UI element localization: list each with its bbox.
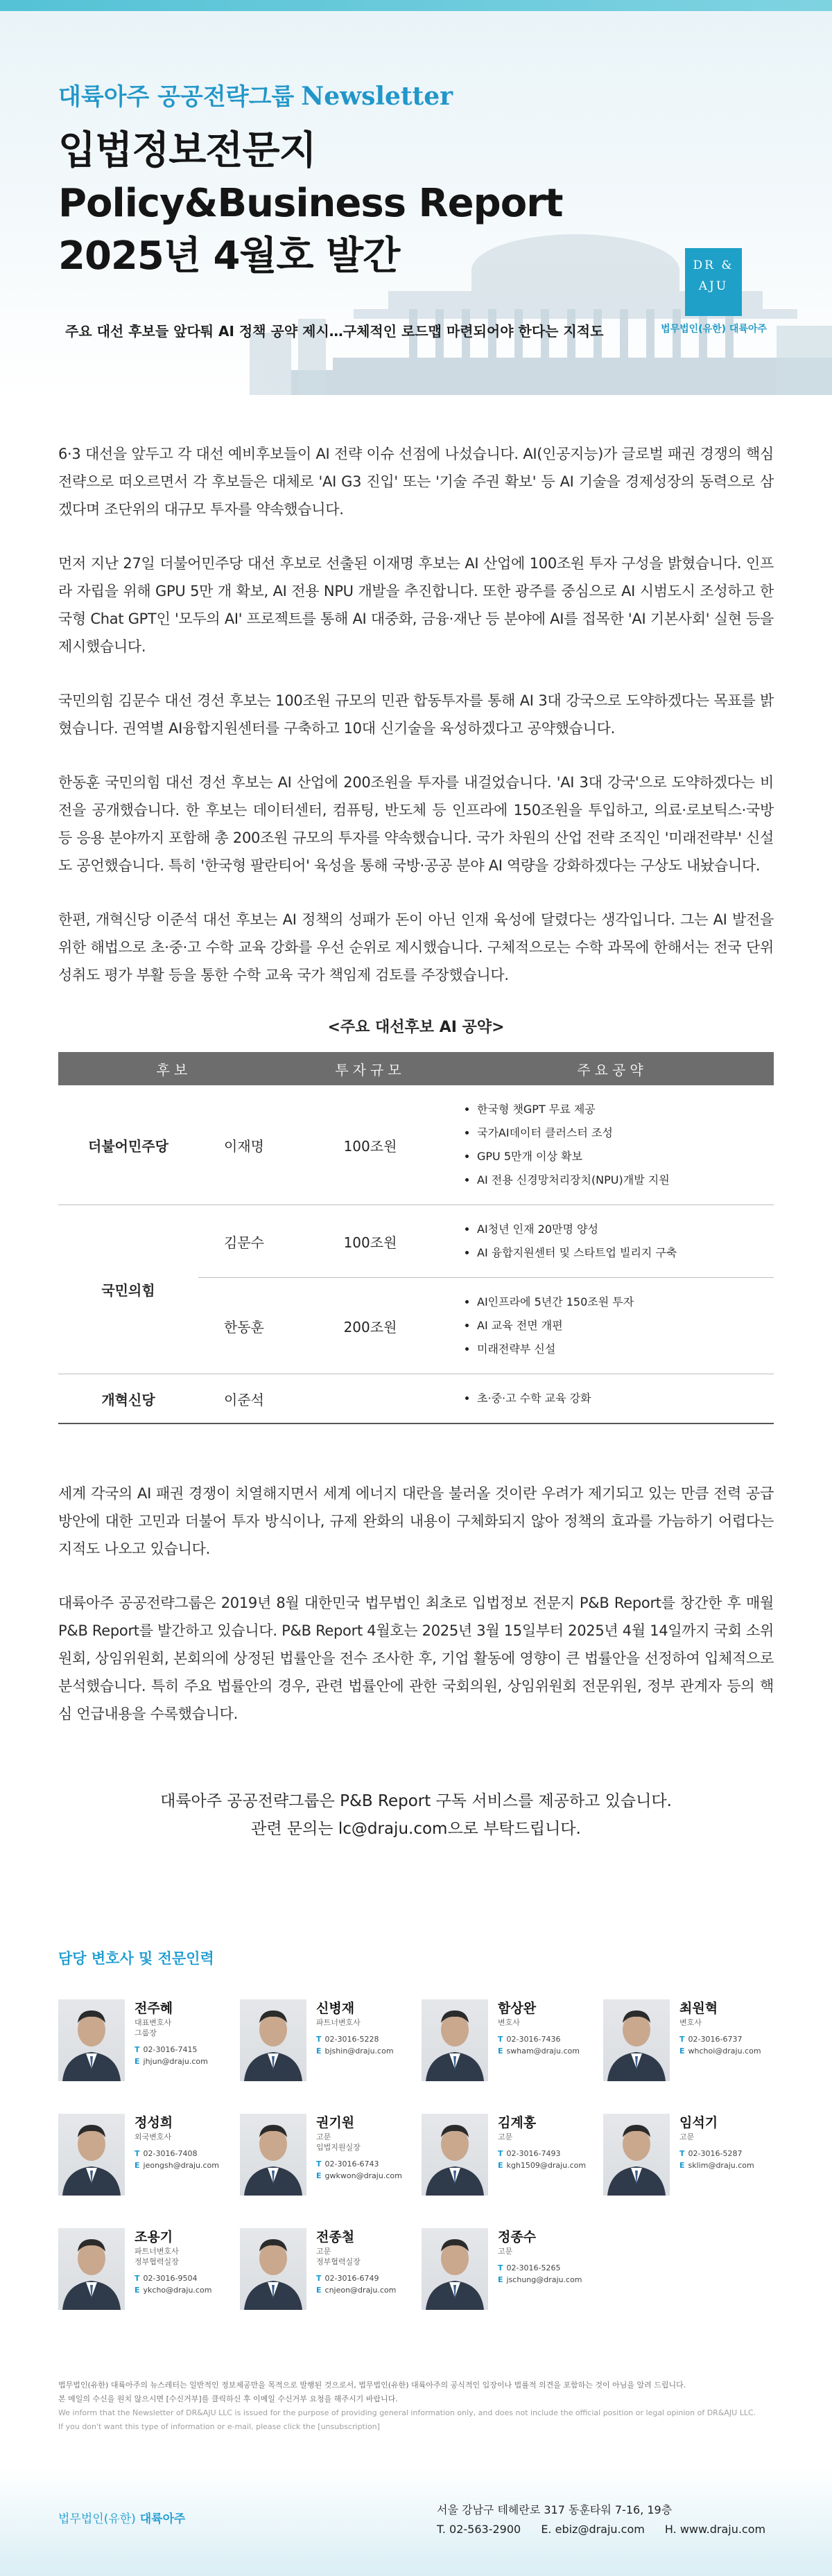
person-silhouette-icon: [240, 2114, 306, 2196]
tel-label: T: [679, 2149, 685, 2158]
member-tel: 02-3016-5287: [688, 2149, 743, 2158]
member-role: 파트너변호사: [316, 2018, 361, 2027]
paragraph: 한편, 개혁신당 이준석 대선 후보는 AI 정책의 성패가 돈이 아닌 인재 육성에 달렸다는 생각입니다. 그는 AI 발전을 위한 해법으로 초·중·고 수학 교육 강화를 우선 순위로 제시했습니다. 구체적으로는 수학 과목에 한해서는 전국 단위 성취도 평가 부활 등을 통한 수학 교육 국가 책임제 검토를 주장했습니다.: [58, 911, 774, 983]
draju-logo: [685, 248, 742, 316]
member-info: [135, 2114, 239, 2171]
email-label: E: [498, 2275, 503, 2284]
tel-label: T: [316, 2159, 322, 2168]
member-info: [679, 2114, 783, 2171]
member-info: [498, 2228, 602, 2286]
email-label: E: [498, 2161, 503, 2170]
portrait-photo: [240, 1999, 306, 2081]
header-pledges: 주요공약: [451, 1052, 774, 1085]
email-label: E: [316, 2286, 322, 2295]
headline-subtitle: 주요 대선 후보들 앞다퉈 AI 정책 공약 제시…구체적인 로드맵 마련되어야 한다는 지적도: [65, 323, 604, 340]
email-label: E: [679, 2047, 685, 2056]
paragraph: 국민의힘 김문수 대선 경선 후보는 100조원 규모의 민관 합동투자를 통해 AI 3대 강국으로 도약하겠다는 목표를 밝혔습니다. 권역별 AI융합지원센터를 구축하고 10대 신기술을 육성하겠다고 공약했습니다.: [58, 692, 774, 737]
notice-line-1: 대륙아주 공공전략그룹은 P&B Report 구독 서비스를 제공하고 있습니다.: [160, 1792, 672, 1810]
disclaimer-ko-2: 본 메일의 수신을 원치 않으시면 [수신거부]를 클릭하신 후 이메일 수신거부 요청을 해주시기 바랍니다.: [58, 2394, 398, 2403]
member-name: 임석기: [679, 2115, 718, 2130]
portrait-photo: [603, 1999, 670, 2081]
portrait-photo: [422, 2228, 488, 2310]
footer-firm: [58, 2509, 185, 2526]
member-role-2: 그룹장: [135, 2029, 157, 2038]
member-contact: [135, 2148, 239, 2171]
member-email[interactable]: gwkwon@draju.com: [324, 2171, 402, 2180]
title-line-1: 입법정보전문지: [58, 128, 316, 173]
member-name: 전주혜: [135, 2001, 173, 2016]
footer: [0, 2467, 832, 2576]
portrait-photo: [58, 2114, 125, 2196]
pledges-cell: [451, 1278, 774, 1374]
member-contact: [498, 2148, 602, 2171]
person-silhouette-icon: [422, 2114, 488, 2196]
member-info: [498, 2114, 602, 2171]
member-name: 함상완: [498, 2001, 537, 2016]
member-name: 조용기: [135, 2229, 173, 2245]
member-info: [679, 1999, 783, 2057]
portrait-photo: [58, 1999, 125, 2081]
tel-label: T: [498, 2149, 503, 2158]
logo-line-2: AJU: [698, 279, 729, 293]
member-contact: [498, 2262, 602, 2286]
pledge-item: • AI 교육 전면 개편: [477, 1314, 774, 1338]
member-tel: 02-3016-5265: [506, 2263, 561, 2272]
top-accent-bar: [0, 0, 832, 11]
member-tel: 02-3016-5228: [324, 2035, 379, 2044]
candidate-cell: 김문수: [198, 1205, 290, 1278]
disclaimer-en-2: If you don't want this type of information or e-mail, please click the [unsubscription]: [58, 2422, 380, 2431]
tel-label: T: [316, 2274, 322, 2283]
member-email[interactable]: ykcho@draju.com: [143, 2286, 212, 2295]
person-silhouette-icon: [240, 2228, 306, 2310]
pledge-item: • AI인프라에 5년간 150조원 투자: [477, 1290, 774, 1314]
member-role-2: 정부협력실장: [316, 2257, 361, 2266]
member-info: [316, 1999, 420, 2057]
disclaimer-ko-1: 법무법인(유한) 대륙아주의 뉴스레터는 일반적인 정보제공만을 목적으로 발행된 것으로서, 법무법인(유한) 대륙아주의 공식적인 입장이나 법률적 의견을 포함하는 것이 아님을 알려 드립니다.: [58, 2381, 686, 2390]
team-member: [422, 1999, 595, 2089]
member-contact: [316, 2033, 420, 2057]
candidate-cell: 이준석: [198, 1374, 290, 1424]
email-label: E: [135, 2286, 140, 2295]
table-row: [58, 1205, 774, 1278]
logo-line-1: DR &: [693, 259, 734, 272]
member-role: 고문: [498, 2247, 513, 2256]
member-name: 김계홍: [498, 2115, 537, 2130]
portrait-photo: [58, 2228, 125, 2310]
member-name: 정성희: [135, 2115, 173, 2130]
pledge-item: • 국가AI데이터 클러스터 조성: [477, 1121, 774, 1145]
title-line-2: Policy&Business Report: [58, 181, 563, 226]
pledge-item: • 한국형 챗GPT 무료 제공: [477, 1098, 774, 1121]
person-silhouette-icon: [422, 2228, 488, 2310]
member-tel: 02-3016-9504: [143, 2274, 198, 2283]
team-member: [240, 2228, 413, 2318]
tel-label: T: [135, 2045, 140, 2054]
member-email[interactable]: kgh1509@draju.com: [506, 2161, 587, 2170]
member-role: 고문: [498, 2132, 513, 2141]
investment-cell: [290, 1374, 451, 1424]
investment-cell: 200조원: [290, 1278, 451, 1374]
member-tel: 02-3016-6743: [324, 2159, 379, 2168]
pledge-item: • GPU 5만개 이상 확보: [477, 1145, 774, 1168]
member-info: [135, 1999, 239, 2067]
person-silhouette-icon: [603, 1999, 670, 2081]
portrait-photo: [603, 2114, 670, 2196]
member-contact: [498, 2033, 602, 2057]
party-cell: 개혁신당: [58, 1374, 198, 1424]
email-label: E: [498, 2047, 503, 2056]
disclaimer-en-1: We inform that the Newsletter of DR&AJU LLC is issued for the purpose of providing general information only, and does not include the official position or legal opinion of DR&AJU LLC.: [58, 2408, 756, 2417]
person-silhouette-icon: [58, 1999, 125, 2081]
member-email[interactable]: whchoi@draju.com: [688, 2047, 761, 2056]
member-email[interactable]: jeongsh@draju.com: [143, 2161, 219, 2170]
footer-contact: [437, 2500, 782, 2539]
paragraph: 세계 각국의 AI 패권 경쟁이 치열해지면서 세계 에너지 대란을 불러올 것이란 우려가 제기되고 있는 만큼 전력 공급 방안에 대한 고민과 더불어 투자 방식이나, 규제 완화의 내용이 구체화되지 않아 정책의 효과를 가늠하기 어렵다는 지적도 나오고 있습니다.: [58, 1485, 774, 1557]
member-email[interactable]: cnjeon@draju.com: [324, 2286, 397, 2295]
team-member: [240, 2114, 413, 2204]
tel-label: T: [498, 2035, 503, 2044]
person-silhouette-icon: [422, 1999, 488, 2081]
firm-name-small: 법무법인(유한) 대륙아주: [661, 324, 767, 335]
member-role-2: 정부협력실장: [135, 2257, 179, 2266]
footer-firm-name: 대륙아주: [139, 2512, 186, 2526]
member-role: 외국변호사: [135, 2132, 172, 2141]
member-email[interactable]: jhjun@draju.com: [143, 2057, 208, 2066]
subscription-notice: [58, 1787, 774, 1843]
team-member: [58, 2114, 232, 2204]
team-member: [240, 1999, 413, 2089]
investment-cell: 100조원: [290, 1085, 451, 1205]
footer-firm-prefix: 법무법인(유한): [58, 2512, 136, 2526]
table-row: [58, 1374, 774, 1424]
paragraph: 대륙아주 공공전략그룹은 2019년 8월 대한민국 법무법인 최초로 입법정보 전문지 P&B Report를 창간한 후 매월 P&B Report를 발간하고 있습니다. P&B Report 4월호는 2025년 3월 15일부터 2025년 4월 14일까지 국회 소위원회, 상임위원회, 본회의에 상정된 법률안을 전수 조사한 후, 기업 활동에 영향이 큰 법률안을 선정하여 입체적으로 분석했습니다. 특히 주요 법률안의 경우, 관련 법률안에 관한 국회의원, 상임위원회 전문위원, 정부 관계자 등의 핵심 언급내용을 수록했습니다.: [58, 1595, 774, 1722]
member-role: 고문: [679, 2132, 695, 2141]
person-silhouette-icon: [58, 2114, 125, 2196]
table-header-row: [58, 1052, 774, 1085]
member-tel: 02-3016-7408: [143, 2149, 198, 2158]
member-tel: 02-3016-7415: [143, 2045, 198, 2054]
person-silhouette-icon: [603, 2114, 670, 2196]
notice-line-2: 관련 문의는 lc@draju.com으로 부탁드립니다.: [251, 1820, 581, 1838]
member-name: 최원혁: [679, 2001, 718, 2016]
pledge-item: • 미래전략부 신설: [477, 1338, 774, 1361]
tel-label: T: [316, 2035, 322, 2044]
investment-cell: 100조원: [290, 1205, 451, 1278]
pledge-item: • 초·중·고 수학 교육 강화: [477, 1387, 774, 1410]
member-role: 고문: [316, 2247, 331, 2256]
team-member: [603, 2114, 777, 2204]
email-label: E: [135, 2161, 140, 2170]
pledges-cell: [451, 1085, 774, 1205]
header-investment: 투자규모: [290, 1052, 451, 1085]
footer-website[interactable]: H. www.draju.com: [664, 2523, 766, 2536]
newsletter-label: Newsletter: [301, 82, 453, 111]
email-label: E: [316, 2171, 322, 2180]
national-assembly-illustration: [250, 187, 832, 395]
member-info: [316, 2114, 420, 2182]
team-member: [58, 1999, 232, 2089]
party-cell: 국민의힘: [58, 1205, 198, 1374]
email-label: E: [135, 2057, 140, 2066]
paragraph: 6·3 대선을 앞두고 각 대선 예비후보들이 AI 전략 이슈 선점에 나섰습니다. AI(인공지능)가 글로벌 패권 경쟁의 핵심 전략으로 떠오르면서 각 후보들은 대체로 'AI G3 진입' 또는 '기술 주권 확보' 등 AI 기술을 경제성장의 동력으로 삼겠다며 조단위의 대규모 투자를 약속했습니다.: [58, 446, 774, 518]
footer-email[interactable]: E. ebiz@draju.com: [541, 2523, 645, 2536]
paragraph: 한동훈 국민의힘 대선 경선 후보는 AI 산업에 200조원을 투자를 내걸었습니다. 'AI 3대 강국'으로 도약하겠다는 비전을 공개했습니다. 한 후보는 데이터센터, 컴퓨팅, 반도체 등 인프라에 150조원을 투입하고, 의료·로보틱스·국방 등 응용 분야까지 포함해 총 200조원 규모의 투자를 약속했습니다. 국가 차원의 산업 전략 조직인 '미래전략부' 신설도 공언했습니다. 특히 '한국형 팔란티어' 육성을 통해 국방·공공 분야 AI 역량을 강화하겠다는 구상도 내놨습니다.: [58, 774, 774, 874]
person-silhouette-icon: [58, 2228, 125, 2310]
brand-name: 대륙아주 공공전략그룹: [58, 83, 295, 111]
candidate-cell: 한동훈: [198, 1278, 290, 1374]
member-role: 고문: [316, 2132, 331, 2141]
member-name: 전종철: [316, 2229, 355, 2245]
member-name: 정종수: [498, 2229, 537, 2245]
member-email[interactable]: jschung@draju.com: [506, 2275, 582, 2284]
member-role: 변호사: [498, 2018, 520, 2027]
footer-address: 서울 강남구 테헤란로 317 동훈타워 7-16, 19층: [437, 2503, 673, 2516]
portrait-photo: [422, 2114, 488, 2196]
portrait-photo: [240, 2228, 306, 2310]
member-contact: [679, 2148, 783, 2171]
team-member: [58, 2228, 232, 2318]
email-label: E: [679, 2161, 685, 2170]
member-email[interactable]: bjshin@draju.com: [324, 2047, 394, 2056]
pledge-item: • AI청년 인재 20만명 양성: [477, 1218, 774, 1241]
member-info: [316, 2228, 420, 2296]
pledges-cell: [451, 1374, 774, 1424]
newsletter-header: [0, 0, 832, 398]
member-role: 파트너변호사: [135, 2247, 179, 2256]
member-role: 변호사: [679, 2018, 702, 2027]
tel-label: T: [679, 2035, 685, 2044]
member-tel: 02-3016-7436: [506, 2035, 561, 2044]
member-contact: [316, 2272, 420, 2296]
disclaimer: [58, 2378, 774, 2434]
portrait-photo: [422, 1999, 488, 2081]
member-tel: 02-3016-7493: [506, 2149, 561, 2158]
member-contact: [135, 2044, 239, 2067]
member-contact: [679, 2033, 783, 2057]
pledge-item: • AI 전용 신경망처리장치(NPU)개발 지원: [477, 1168, 774, 1192]
brand-line: [58, 78, 453, 112]
party-cell: 더불어민주당: [58, 1085, 198, 1205]
team-title: 담당 변호사 및 전문인력: [58, 1950, 214, 1967]
member-contact: [316, 2158, 420, 2182]
footer-tel: T. 02-563-2900: [437, 2523, 521, 2536]
email-label: E: [316, 2047, 322, 2056]
header-candidate: 후보: [58, 1052, 290, 1085]
table-title: <주요 대선후보 AI 공약>: [327, 1019, 505, 1036]
subtitle-row: [58, 320, 774, 348]
article-body: [0, 440, 832, 1843]
pledge-item: • AI 융합지원센터 및 스타트업 빌리지 구축: [477, 1241, 774, 1265]
candidate-cell: 이재명: [198, 1085, 290, 1205]
member-name: 신병재: [316, 2001, 355, 2016]
member-info: [135, 2228, 239, 2296]
member-email[interactable]: swham@draju.com: [506, 2047, 580, 2056]
member-tel: 02-3016-6737: [688, 2035, 743, 2044]
title-line-3: 2025년 4월호 발간: [58, 234, 400, 279]
member-tel: 02-3016-6749: [324, 2274, 379, 2283]
team-member: [603, 1999, 777, 2089]
tel-label: T: [135, 2274, 140, 2283]
member-name: 권기원: [316, 2115, 355, 2130]
member-email[interactable]: sklim@draju.com: [688, 2161, 754, 2170]
table-row: [58, 1085, 774, 1205]
tel-label: T: [498, 2263, 503, 2272]
pledge-table: [58, 1052, 774, 1424]
portrait-photo: [240, 2114, 306, 2196]
tel-label: T: [135, 2149, 140, 2158]
team-member: [422, 2114, 595, 2204]
member-contact: [135, 2272, 239, 2296]
team-member: [422, 2228, 595, 2318]
pledges-cell: [451, 1205, 774, 1278]
member-role: 대표변호사: [135, 2018, 172, 2027]
member-info: [498, 1999, 602, 2057]
paragraph: 먼저 지난 27일 더불어민주당 대선 후보로 선출된 이재명 후보는 AI 산업에 100조원 투자 구성을 밝혔습니다. 인프라 자립을 위해 GPU 5만 개 확보, AI 전용 NPU 개발을 추진합니다. 또한 광주를 중심으로 AI 시범도시 조성하고 한국형 Chat GPT인 '모두의 AI' 프로젝트를 통해 AI 대중화, 금융·재난 등 분야에 AI를 접목한 'AI 기본사회' 실현 등을 제시했습니다.: [58, 555, 774, 655]
person-silhouette-icon: [240, 1999, 306, 2081]
member-role-2: 입법지원실장: [316, 2143, 361, 2152]
